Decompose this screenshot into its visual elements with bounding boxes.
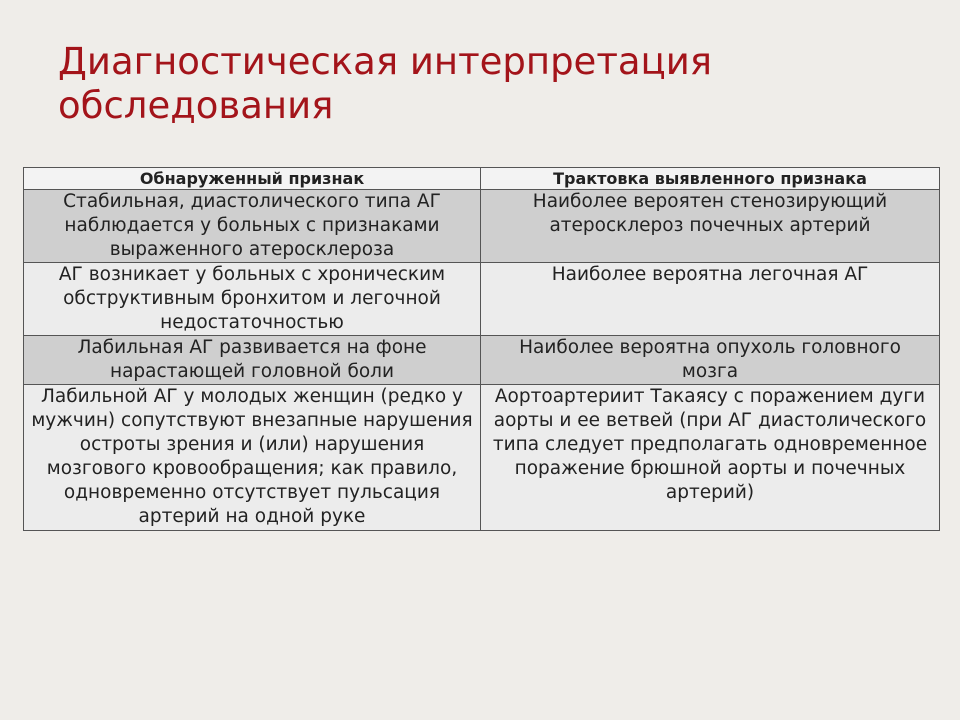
cell-sign <box>24 336 481 385</box>
cell-interpretation <box>481 190 940 263</box>
table-row <box>24 385 940 531</box>
cell-sign-text: Стабильная, диастолического типа АГ наблюдается у больных с признаками выраженного атеросклероза <box>63 191 441 260</box>
cell-sign-text: Лабильной АГ у молодых женщин (редко у мужчин) сопутствуют внезапные нарушения остроты зрения и (или) нарушения мозгового кровообращения; как правило, одновременно отсутствует пульсация артерий на одной руке <box>31 386 473 527</box>
cell-interpretation <box>481 385 940 531</box>
table-row <box>24 190 940 263</box>
header-sign: Обнаруженный признак <box>24 168 481 190</box>
cell-interpretation-text: Наиболее вероятен стенозирующий атеросклероз почечных артерий <box>532 191 888 236</box>
cell-sign <box>24 190 481 263</box>
table-row <box>24 336 940 385</box>
cell-interpretation <box>481 263 940 336</box>
slide-title-line1: Диагностическая интерпретация <box>58 40 713 83</box>
cell-interpretation-text: Наиболее вероятна легочная АГ <box>551 264 869 285</box>
cell-sign-text: Лабильная АГ развивается на фоне нарастающей головной боли <box>77 337 427 382</box>
header-interpretation: Трактовка выявленного признака <box>481 168 940 190</box>
cell-sign <box>24 385 481 531</box>
cell-interpretation-text: Аортоартериит Такаясу с поражением дуги аорты и ее ветвей (при АГ диастолического типа следует предполагать одновременное поражение брюшной аорты и почечных артерий) <box>492 386 928 503</box>
table-header-row <box>24 168 940 190</box>
slide-title-line2: обследования <box>58 84 334 127</box>
table-row <box>24 263 940 336</box>
cell-sign-text: АГ возникает у больных с хроническим обструктивным бронхитом и легочной недостаточностью <box>58 264 446 333</box>
slide-title <box>58 40 918 128</box>
cell-sign <box>24 263 481 336</box>
interpretation-table <box>23 167 940 531</box>
cell-interpretation-text: Наиболее вероятна опухоль головного мозга <box>519 337 901 382</box>
cell-interpretation <box>481 336 940 385</box>
